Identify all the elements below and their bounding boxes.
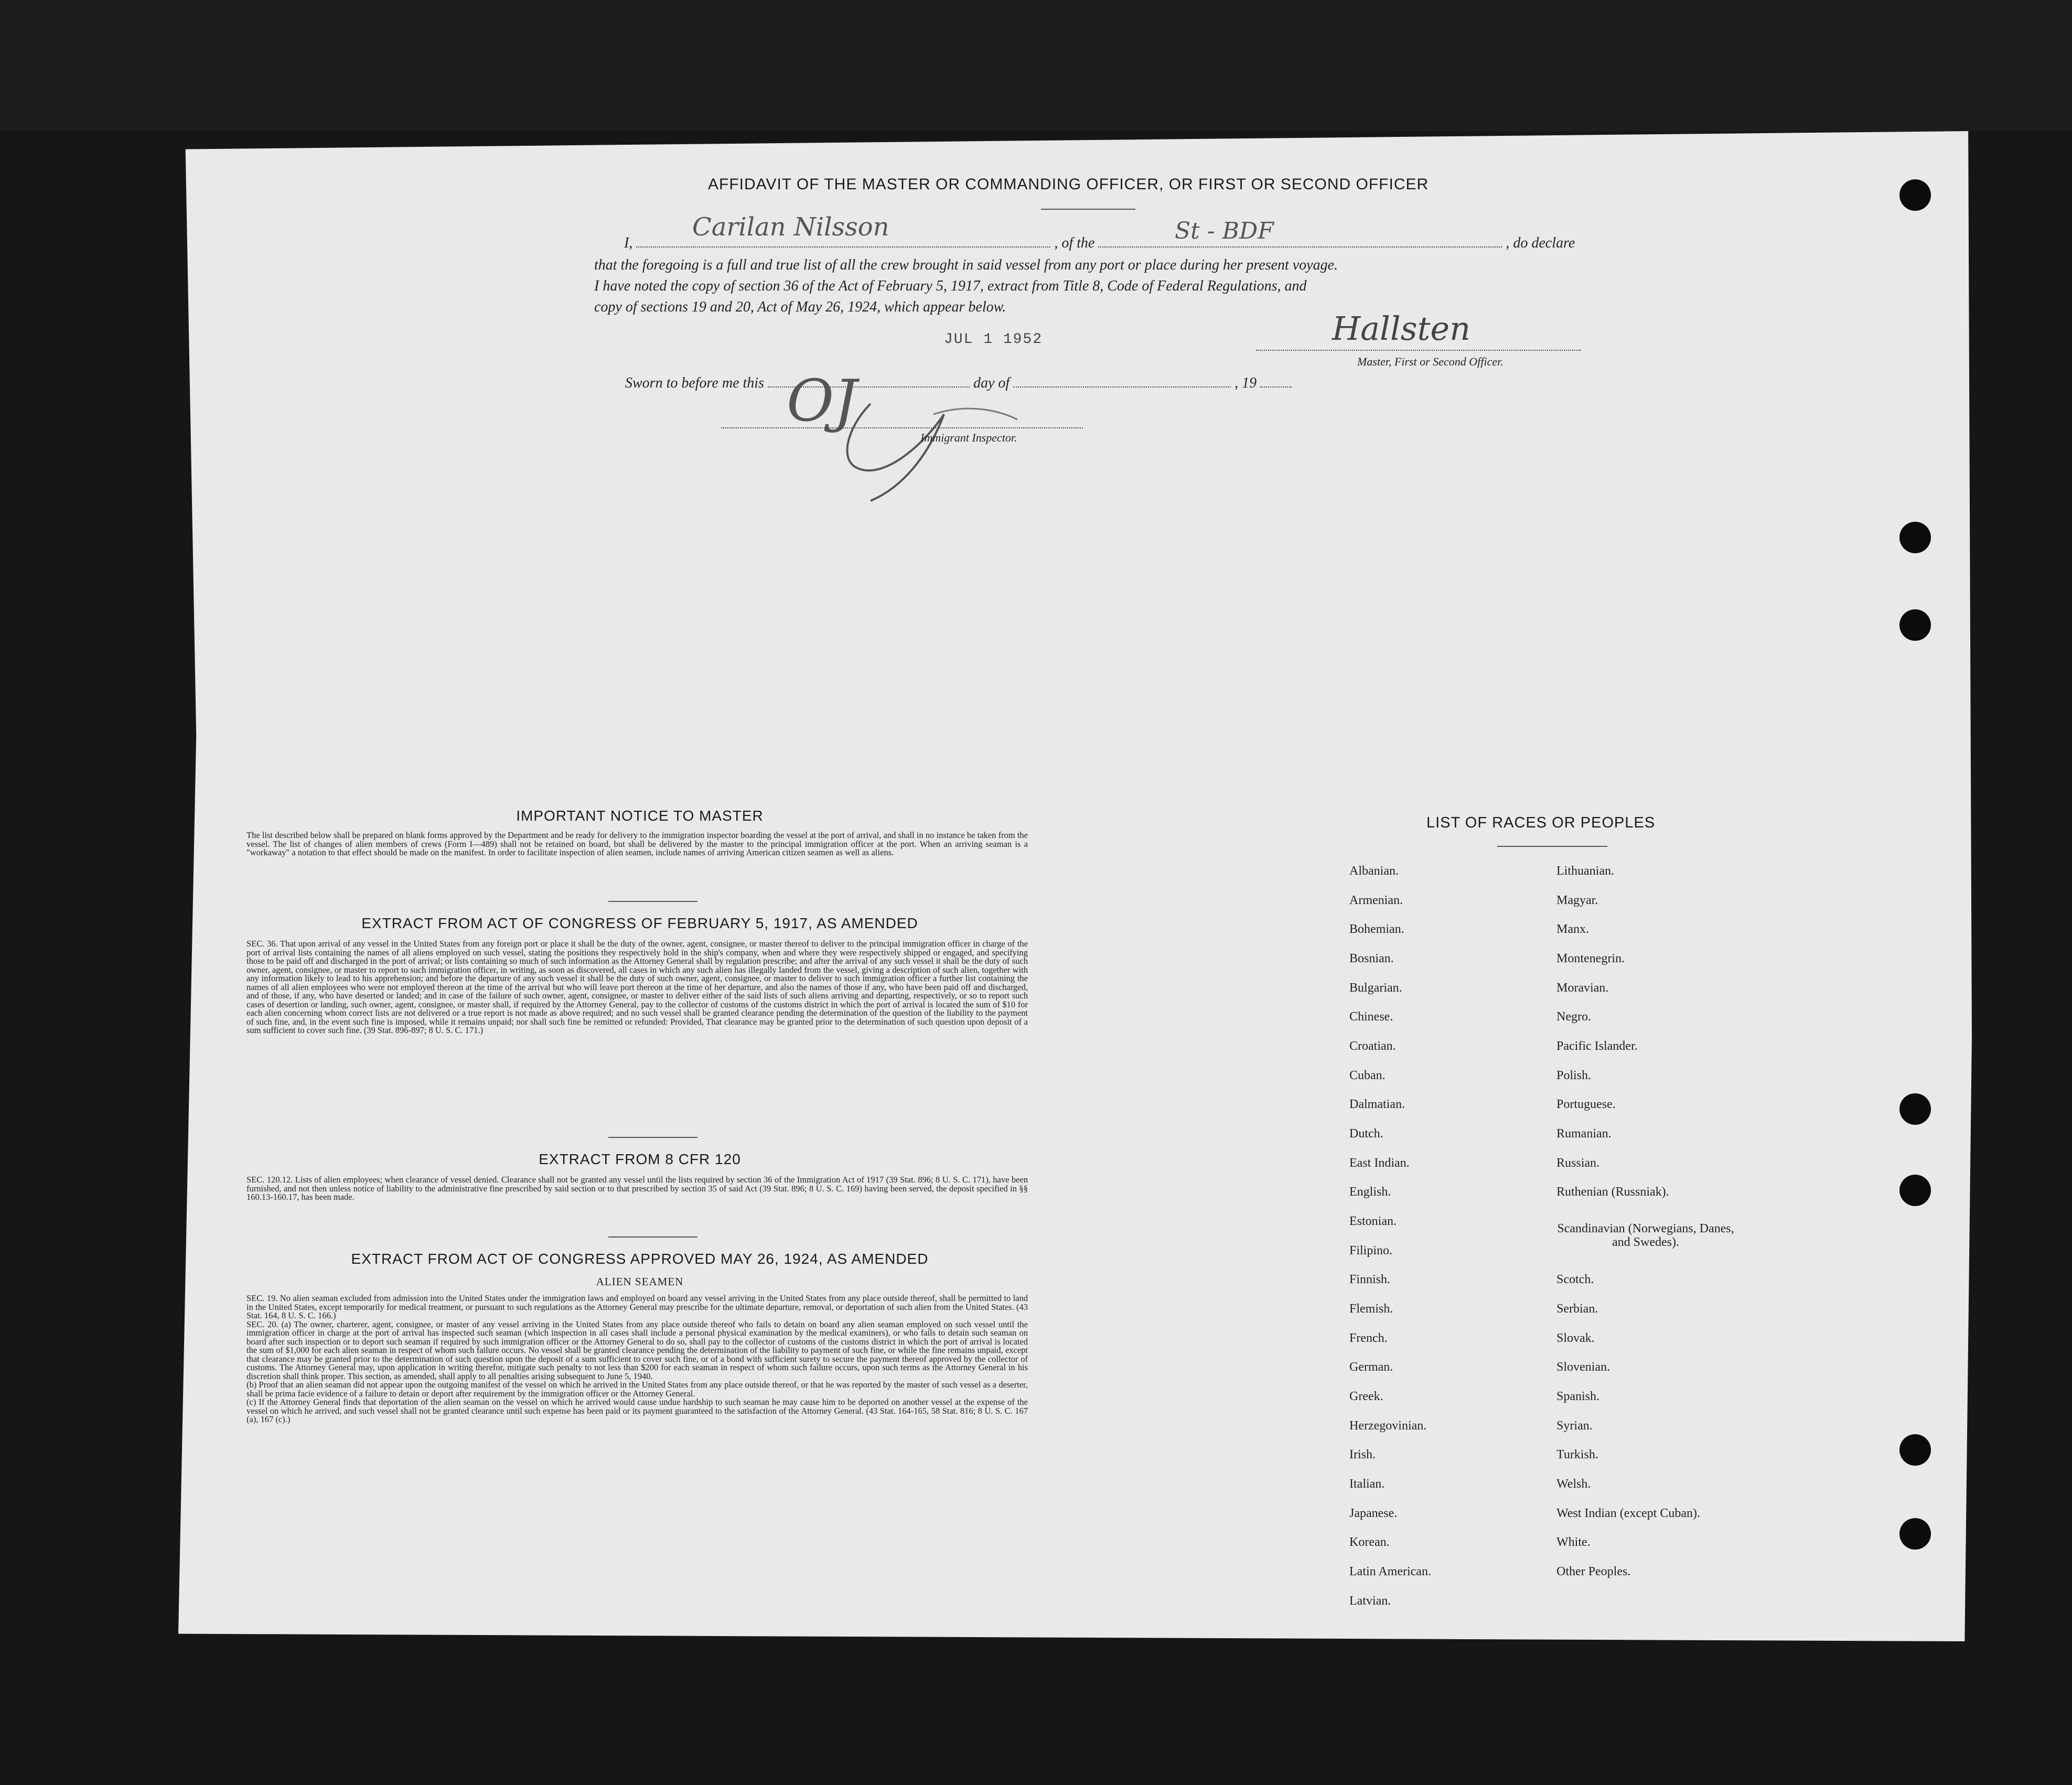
race-item: German. [1349, 1360, 1393, 1374]
race-item: Pacific Islander. [1556, 1039, 1638, 1053]
punch-hole [1899, 609, 1931, 641]
vessel-blank [1098, 246, 1502, 248]
race-item: English. [1349, 1185, 1391, 1199]
inspector-signature: OJ [787, 367, 857, 434]
race-item: Russian. [1556, 1156, 1600, 1170]
affidavit-title: AFFIDAVIT OF THE MASTER OR COMMANDING OFFICER, OR FIRST OR SECOND OFFICER [708, 176, 1429, 193]
race-item: Italian. [1349, 1477, 1385, 1491]
race-item: Dalmatian. [1349, 1098, 1405, 1111]
section-20b: (b) Proof that an alien seaman did not appear upon the outgoing manifest of the vessel on which he arrived in the United States from any place outside thereof, or that he was reported by the master of such vessel as a deserter, shall be prima facie evidence of a failure to detain or deport after requirement by the immigration officer or the Attorney General. [246, 1380, 1028, 1399]
race-item: Negro. [1556, 1010, 1591, 1024]
section-20a: SEC. 20. (a) The owner, charterer, agent, consignee, or master of any vessel arriving in the United States from any place outside thereof who fails to detain on board any alien seaman employed on such vessel until the immigration officer in charge at the port of arrival has inspected such seaman (which inspection in all cases shall include a personal physical examination by the medical examiners), or who fails to detain such seaman on board after such inspection or to deport such seaman if required by such immigration officer or the Attorney General to do so, shall pay to the collector of customs of the customs district in which the port of arrival is located the sum of $1,000 for each alien seaman in respect of whom such failure occurs. No vessel shall be granted clearance pending the determination of the liability to payment of such fine, or while the fine remains unpaid, except that clearance may be granted prior to the determination of such question upon the deposit of a sum sufficient to cover such fine, or of a bond with sufficient surety to secure the payment thereof approved by the collector of customs. The Attorney General may, upon application in writing therefor, mitigate such penalty to not less than $200 for each seaman in respect of whom such failure occurs, upon such terms as the Attorney General in his discretion shall think proper. This section, as amended, shall apply to all penalties arising subsequent to June 5, 1940. [246, 1319, 1028, 1381]
name-blank [636, 246, 1050, 248]
year-blank [1260, 386, 1292, 388]
do-declare-label: , do declare [1506, 235, 1575, 251]
race-item: Latvian. [1349, 1594, 1391, 1608]
race-item: French. [1349, 1331, 1388, 1345]
race-item: Spanish. [1556, 1390, 1600, 1403]
notice-text: The list described below shall be prepared on blank forms approved by the Department and be ready for delivery to the immigration inspector boarding the vessel at the port of arrival, and shall in no instance be taken from the vessel. The list of changes of alien members of crews (Form I—489) shall not be retained on board, but shall be delivered by the master to the principal immigration officer at the port. When an arriving seaman is a "workaway" a notation to that effect should be made on the manifest. In order to facilitate inspection of alien seamen, include names of arriving American citizen seamen as well as aliens. [246, 830, 1028, 857]
extract-1917-text: SEC. 36. That upon arrival of any vessel in the United States from any foreign port or place it shall be the duty of the owner, agent, consignee, or master thereof to deliver to the principal immigration officer in charge of the port of arrival lists containing the names of all aliens employed on such vessel, stating the positions they respectively hold in the ship's company, when and where they were respectively shipped or engaged, and specifying those to be paid off and discharged in the port of arrival; or lists containing so much of such information as the Attorney General shall by regulation prescribe; and after the arrival of any such vessel it shall be the duty of such owner, agent, consignee, or master to report to such immigration officer, in writing, as soon as discovered, all cases in which any such alien has illegally landed from the vessel, giving a description of such alien, together with any information likely to lead to his apprehension; and before the departure of any such vessel it shall be the duty of such owner, agent, consignee, or master to deliver to such immigration officer a further list containing the names of all alien employees who were not employed thereon at the time of the arrival but who will leave port thereon at the time of her departure, and also the names of those if any, who have been paid off and discharged, and of those, if any, who have deserted or landed; and in case of the failure of such owner, agent, consignee, or master to deliver either of the said lists of such aliens arriving and departing, respectively, or so to report such cases of desertion or landing, such owner, agent, consignee, or master shall, if required by the Attorney General, pay to the collector of customs of the customs district in which the port of arrival is located the sum of $10 for each alien concerning whom correct lists are not delivered or a true report is not made as above required; and no such vessel shall be granted clearance pending the determination of the question of the liability to the payment of such fine, and, in the event such fine is imposed, while it remains unpaid; nor shall such fine be remitted or refunded: Provided, That clearance may be granted prior to the determination of such question upon deposit of a sum sufficient to cover such fine. (39 Stat. 896-897; 8 U. S. C. 171.) [246, 939, 1028, 1035]
punch-hole [1899, 1518, 1931, 1550]
race-item: Bosnian. [1349, 952, 1394, 965]
race-item: Herzegovinian. [1349, 1419, 1427, 1433]
race-item: Syrian. [1556, 1419, 1593, 1433]
divider [608, 901, 697, 902]
affidavit-body-2: I have noted the copy of section 36 of the Act of February 5, 1917, extract from Title 8, Code of Federal Regulations, and [594, 278, 1307, 294]
extract-1917-title: EXTRACT FROM ACT OF CONGRESS OF FEBRUARY 5, 1917, AS AMENDED [361, 915, 918, 931]
race-item: West Indian (except Cuban). [1556, 1507, 1700, 1520]
master-signature-line [1256, 350, 1581, 351]
race-item: Scandinavian (Norwegians, Danes, and Swedes). [1557, 1222, 1734, 1249]
race-item: Welsh. [1556, 1477, 1591, 1491]
race-item: Cuban. [1349, 1069, 1386, 1082]
master-label: Master, First or Second Officer. [1357, 355, 1504, 368]
extract-cfr-text: SEC. 120.12. Lists of alien employees; when clearance of vessel denied. Clearance shall not be granted any vessel until the lists required by section 36 of the Immigration Act of 1917 (39 Stat. 896; 8 U. S. C. 171), have been furnished, and not then unless notice of liability to the administrative fine prescribed by said section or to that prescribed by section 35 of said Act (39 Stat. 896; 8 U. S. C. 169) having been served, the deposit specified in §§ 160.13-160.17, has been made. [246, 1175, 1028, 1202]
race-item: White. [1556, 1535, 1591, 1549]
race-item: Manx. [1556, 922, 1589, 936]
race-item: Albanian. [1349, 864, 1399, 878]
races-divider [1497, 846, 1607, 847]
punch-hole [1899, 179, 1931, 211]
race-item: Dutch. [1349, 1127, 1383, 1141]
race-item: Estonian. [1349, 1214, 1397, 1228]
race-item: Finnish. [1349, 1273, 1391, 1286]
i-label: I, [624, 235, 633, 251]
section-20c: (c) If the Attorney General finds that deportation of the alien seaman on the vessel on which he arrived would cause undue hardship to such seaman he may cause him to be deported on another vessel at the expense of the vessel on which he arrived, and such vessel shall not be granted clearance until such expense has been paid or its payment guaranteed to the satisfaction of the Attorney General. (43 Stat. 164-165, 58 Stat. 816; 8 U. S. C. 167 (a), 167 (c).) [246, 1397, 1028, 1424]
punch-hole [1899, 1434, 1931, 1466]
affidavit-body-1: that the foregoing is a full and true list of all the crew brought in said vessel from any port or place during her present voyage. [594, 257, 1338, 273]
race-item: Rumanian. [1556, 1127, 1612, 1141]
notice-title: IMPORTANT NOTICE TO MASTER [516, 808, 764, 824]
race-item: Scotch. [1556, 1273, 1594, 1286]
race-item: Polish. [1556, 1069, 1592, 1082]
race-item: Bulgarian. [1349, 981, 1402, 995]
extract-cfr-title: EXTRACT FROM 8 CFR 120 [539, 1151, 741, 1167]
year-label: , 19 [1234, 375, 1257, 391]
race-item: Flemish. [1349, 1302, 1393, 1316]
divider [608, 1137, 697, 1138]
race-item: Montenegrin. [1556, 952, 1625, 965]
extract-1924-body [246, 1294, 1028, 1424]
inspector-label: Immigrant Inspector. [920, 431, 1017, 444]
extract-1924-subtitle: ALIEN SEAMEN [596, 1275, 684, 1288]
punch-hole [1899, 522, 1931, 553]
race-item: Slovenian. [1556, 1360, 1610, 1374]
race-item: Portuguese. [1556, 1098, 1616, 1111]
race-item: Japanese. [1349, 1507, 1398, 1520]
race-item: Croatian. [1349, 1039, 1396, 1053]
month-blank [1013, 386, 1231, 388]
race-item: Irish. [1349, 1448, 1376, 1461]
races-title: LIST OF RACES OR PEOPLES [1426, 814, 1656, 831]
divider [608, 1236, 697, 1238]
race-item: Turkish. [1556, 1448, 1598, 1461]
affidavit-body-3: copy of sections 19 and 20, Act of May 26, 1924, which appear below. [594, 299, 1006, 315]
race-item: Slovak. [1556, 1331, 1595, 1345]
race-item: East Indian. [1349, 1156, 1410, 1170]
race-item: Magyar. [1556, 894, 1598, 907]
date-stamp: JUL 1 1952 [944, 331, 1043, 348]
day-of-label: day of [973, 375, 1010, 391]
title-divider [1041, 209, 1135, 210]
race-item: Lithuanian. [1556, 864, 1614, 878]
race-item: Bohemian. [1349, 922, 1404, 936]
race-item: Latin American. [1349, 1565, 1431, 1578]
master-signature: Hallsten [1332, 309, 1471, 348]
sworn-label: Sworn to before me this [625, 375, 764, 391]
race-item: Chinese. [1349, 1010, 1393, 1024]
race-item: Greek. [1349, 1390, 1383, 1403]
of-the-label: , of the [1054, 235, 1095, 251]
race-item: Other Peoples. [1556, 1565, 1631, 1578]
scan-background [0, 0, 2072, 131]
race-item: Ruthenian (Russniak). [1556, 1185, 1669, 1199]
race-item: Armenian. [1349, 894, 1403, 907]
race-item: Korean. [1349, 1535, 1390, 1549]
extract-1924-title: EXTRACT FROM ACT OF CONGRESS APPROVED MAY 26, 1924, AS AMENDED [351, 1251, 929, 1267]
section-19: SEC. 19. No alien seaman excluded from admission into the United States under the immigration laws and employed on board any vessel arriving in the United States from any place outside thereof, shall be permitted to land in the United States, except temporarily for medical treatment, or pursuant to such regulations as the Attorney General may prescribe for the ultimate departure, removal, or deportation of such alien from the United States. (43 Stat. 164, 8 U. S. C. 166.) [246, 1293, 1028, 1320]
handwritten-vessel: St - BDF [1175, 218, 1274, 244]
punch-hole [1899, 1093, 1931, 1125]
handwritten-name: Carilan Nilsson [692, 212, 889, 242]
punch-hole [1899, 1175, 1931, 1206]
race-item: Filipino. [1349, 1244, 1393, 1257]
race-item: Serbian. [1556, 1302, 1598, 1316]
race-item: Moravian. [1556, 981, 1609, 995]
inspector-signature-line [721, 427, 1083, 428]
